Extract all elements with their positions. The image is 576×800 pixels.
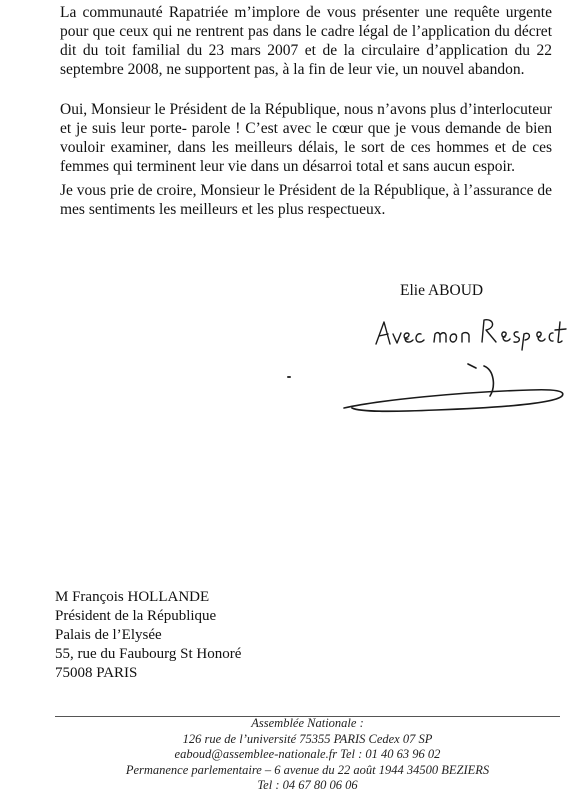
recipient-line: 55, rue du Faubourg St Honoré	[55, 646, 242, 662]
paragraph-closing: Je vous prie de croire, Monsieur le Président de la République, à l’assurance de mes sentiments les meilleurs et les plus respectueux.	[60, 182, 552, 218]
paragraph-plea: Oui, Monsieur le Président de la République, nous n’avons plus d’interlocuteur et je suis leur porte- parole ! C’est avec le cœur que je vous demande de bien vouloir examiner, dans les meilleurs délais, le sort de ces hommes et de ces femmes qui terminent leur vie dans un désarroi total et sans aucun espoir.	[60, 101, 552, 175]
recipient-line: M François HOLLANDE	[55, 589, 210, 605]
footer-contact	[55, 716, 560, 794]
ink-mark	[287, 376, 291, 378]
footer-line: Permanence parlementaire – 6 avenue du 22 août 1944 34500 BEZIERS	[125, 762, 490, 777]
recipient-line: Président de la République	[55, 608, 217, 624]
recipient-line: 75008 PARIS	[55, 665, 138, 681]
paragraph-request: La communauté Rapatriée m’implore de vous présenter une requête urgente pour que ceux qui ne rentrent pas dans le cadre légal de l’application du décret dit du toit familial du 23 mars 2007 et de la circulaire d’application du 22 septembre 2008, ne supportent pas, à la fin de leur vie, un nouvel abandon.	[60, 4, 552, 78]
handwritten-note-signature	[372, 312, 572, 352]
footer-line: Assemblée Nationale :	[251, 716, 364, 730]
recipient-address	[55, 588, 241, 683]
footer-line: eaboud@assemblee-nationale.fr Tel : 01 40 63 96 02	[174, 747, 441, 761]
recipient-line: Palais de l’Elysée	[55, 627, 162, 643]
signer-name: Elie ABOUD	[400, 282, 484, 299]
footer-line: 126 rue de l’université 75355 PARIS Cedex 07 SP	[182, 731, 433, 746]
footer-line: Tel : 04 67 80 06 06	[257, 778, 358, 792]
signature-scribble	[340, 360, 570, 415]
